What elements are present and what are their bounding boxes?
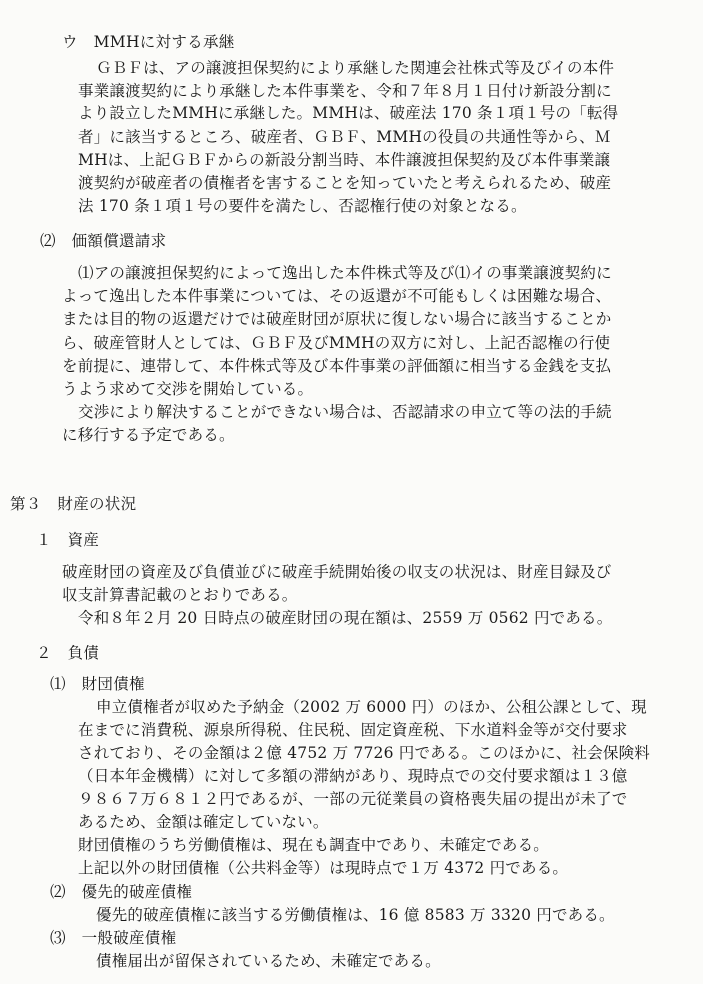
paragraph-line: 財団債権のうち労働債権は、現在も調査中であり、未確定である。 — [78, 836, 550, 854]
subsection-heading-estate-claims: ⑴ 財団債権 — [50, 675, 145, 693]
paragraph-line: 優先的破産債権に該当する労働債権は、16 億 8583 万 3320 円である。 — [96, 906, 615, 924]
paragraph-line: されており、その金額は２億 4752 万 7726 円である。このほかに、社会保険料 — [78, 744, 651, 762]
paragraph-line: 者」に該当するところ、破産者、ＧＢＦ、MMHの役員の共通性等から、Ｍ — [78, 128, 611, 146]
paragraph-line: よって逸出した本件事業については、その返還が不可能もしくは困難な場合、 — [62, 287, 612, 305]
section-heading-assets: １ 資産 — [36, 531, 100, 549]
subsection-heading-u: ウ MMHに対する承継 — [62, 33, 235, 51]
paragraph-line: より設立したMMHに承継した。MMHは、破産法 170 条１項１号の「転得 — [78, 104, 619, 122]
paragraph-line: 交渉により解決することができない場合は、否認請求の申立て等の法的手続 — [78, 403, 612, 421]
paragraph-line: 債権届出が留保されているため、未確定である。 — [96, 952, 441, 970]
paragraph-line: 申立債権者が収めた予納金（2002 万 6000 円）のほか、公租公課として、現 — [96, 698, 647, 716]
section-heading-liabilities: ２ 負債 — [36, 644, 100, 662]
paragraph-line: ９８６７万６８１２円であるが、一部の元従業員の資格喪失届の提出が未了で — [78, 790, 628, 808]
paragraph-line: ＧＢＦは、アの譲渡担保契約により承継した関連会社株式等及びイの本件 — [96, 59, 615, 77]
paragraph-line: ⑴アの譲渡担保契約によって逸出した本件株式等及び⑴イの事業譲渡契約に — [78, 264, 612, 282]
paragraph-line: または目的物の返還だけでは破産財団が原状に復しない場合に該当することか — [62, 310, 612, 328]
chapter-heading: 第３ 財産の状況 — [10, 495, 137, 513]
paragraph-line: 渡契約が破産者の債権者を害することを知っていたと考えられるため、破産 — [78, 174, 612, 192]
paragraph-line: あるため、金額は確定していない。 — [78, 813, 329, 831]
paragraph-line: に移行する予定である。 — [62, 426, 235, 444]
subsection-heading-2: ⑵ 価額償還請求 — [40, 232, 167, 250]
subsection-heading-general-claims: ⑶ 一般破産債権 — [50, 929, 177, 947]
paragraph-line: 在までに消費税、源泉所得税、住民税、固定資産税、下水道料金等が交付要求 — [78, 721, 628, 739]
paragraph-line: 破産財団の資産及び負債並びに破産手続開始後の収支の状況は、財産目録及び — [62, 563, 612, 581]
paragraph-line: （日本年金機構）に対して多額の滞納があり、現時点での交付要求額は１３億 — [78, 767, 628, 785]
paragraph-line: 収支計算書記載のとおりである。 — [62, 586, 298, 604]
paragraph-line: 令和８年２月 20 日時点の破産財団の現在額は、2559 万 0562 円である。 — [78, 609, 613, 627]
paragraph-line: ら、破産管財人としては、ＧＢＦ及びMMHの双方に対し、上記否認権の行使 — [62, 334, 611, 352]
paragraph-line: MHは、上記ＧＢＦからの新設分割当時、本件譲渡担保契約及び本件事業譲 — [78, 151, 611, 169]
paragraph-line: 上記以外の財団債権（公共料金等）は現時点で１万 4372 円である。 — [78, 859, 569, 877]
subsection-heading-priority-claims: ⑵ 優先的破産債権 — [50, 883, 193, 901]
paragraph-line: 事業譲渡契約により承継した本件事業を、令和７年８月１日付け新設分割に — [78, 82, 612, 100]
paragraph-line: を前提に、連帯して、本件株式等及び本件事業の評価額に相当する金銭を支払 — [62, 357, 612, 375]
paragraph-line: 法 170 条１項１号の要件を満たし、否認権行使の対象となる。 — [78, 197, 527, 215]
paragraph-line: うよう求めて交渉を開始している。 — [62, 380, 314, 398]
